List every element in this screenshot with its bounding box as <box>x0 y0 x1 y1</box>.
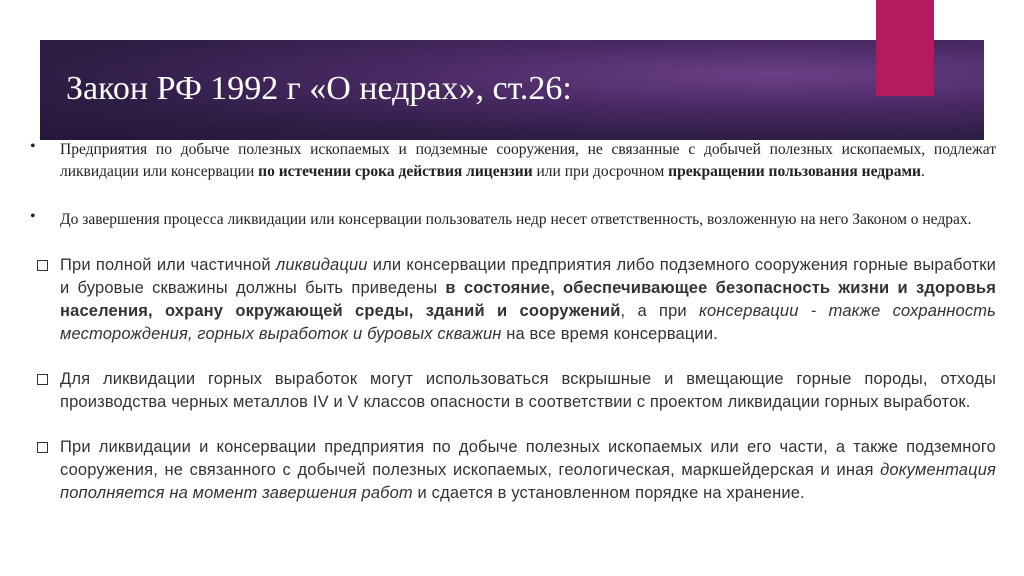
bullet-item-5 <box>60 436 996 505</box>
bullet-1-text-2: или при досрочном <box>532 163 669 180</box>
bullet-item-4 <box>60 368 996 414</box>
bullet-3-text-4: на все время консервации. <box>501 325 718 343</box>
bullet-5-text-2: и сдается в установленном порядке на хранение. <box>412 484 805 502</box>
bullet-3-text-1: При полной или частичной <box>60 256 276 274</box>
bullet-marker: • <box>30 138 36 155</box>
bullet-3-italic-1: ликвидации <box>275 256 368 274</box>
bullet-5-italic: документация пополняется на момент завершения работ <box>60 461 996 502</box>
bullet-item-2 <box>60 209 996 231</box>
bullet-item-3 <box>60 254 996 346</box>
checkbox-icon <box>37 442 48 453</box>
bullet-5-text-1: При ликвидации и консервации предприятия по добыче полезных ископаемых или его части, а также подземного сооружения, не связанного с добычей полезных ископаемых, геологическая, маркшейдерская и иная <box>60 438 996 479</box>
bullet-3-text-2: или консервации предприятия либо подземного сооружения горные выработки и буровые скважины должны быть приведены <box>60 256 996 297</box>
bullet-item-1 <box>60 139 996 183</box>
bullet-3-text-3: , а при <box>620 302 700 320</box>
bullet-3-bold: в состояние, обеспечивающее безопасность жизни и здоровья населения, охрану окружающей среды, зданий и сооружений <box>60 279 997 320</box>
bullet-2-text: До завершения процесса ликвидации или консервации пользователь недр несет ответственность, возложенную на него Законом о недрах. <box>60 211 972 228</box>
slide-title: Закон РФ 1992 г «О недрах», ст.26: <box>66 70 572 107</box>
checkbox-icon <box>37 260 48 271</box>
bullet-3-italic-2: консервации - также сохранность месторождения, горных выработок и буровых скважин <box>60 302 996 343</box>
bullet-1-bold-2: прекращении пользования недрами <box>668 163 921 180</box>
bullet-marker: • <box>30 208 36 225</box>
bullet-1-text-1: Предприятия по добыче полезных ископаемых и подземные сооружения, не связанные с добычей полезных ископаемых, подлежат ликвидации или консервации <box>60 141 996 180</box>
checkbox-icon <box>37 374 48 385</box>
bullet-1-text-3: . <box>920 163 925 180</box>
bullet-4-text: Для ликвидации горных выработок могут использоваться вскрышные и вмещающие горные породы, отходы производства черных металлов IV и V классов опасности в соответствии с проектом ликвидации горных выработок. <box>60 370 996 411</box>
bullet-1-bold-1: по истечении срока действия лицензии <box>258 163 533 180</box>
